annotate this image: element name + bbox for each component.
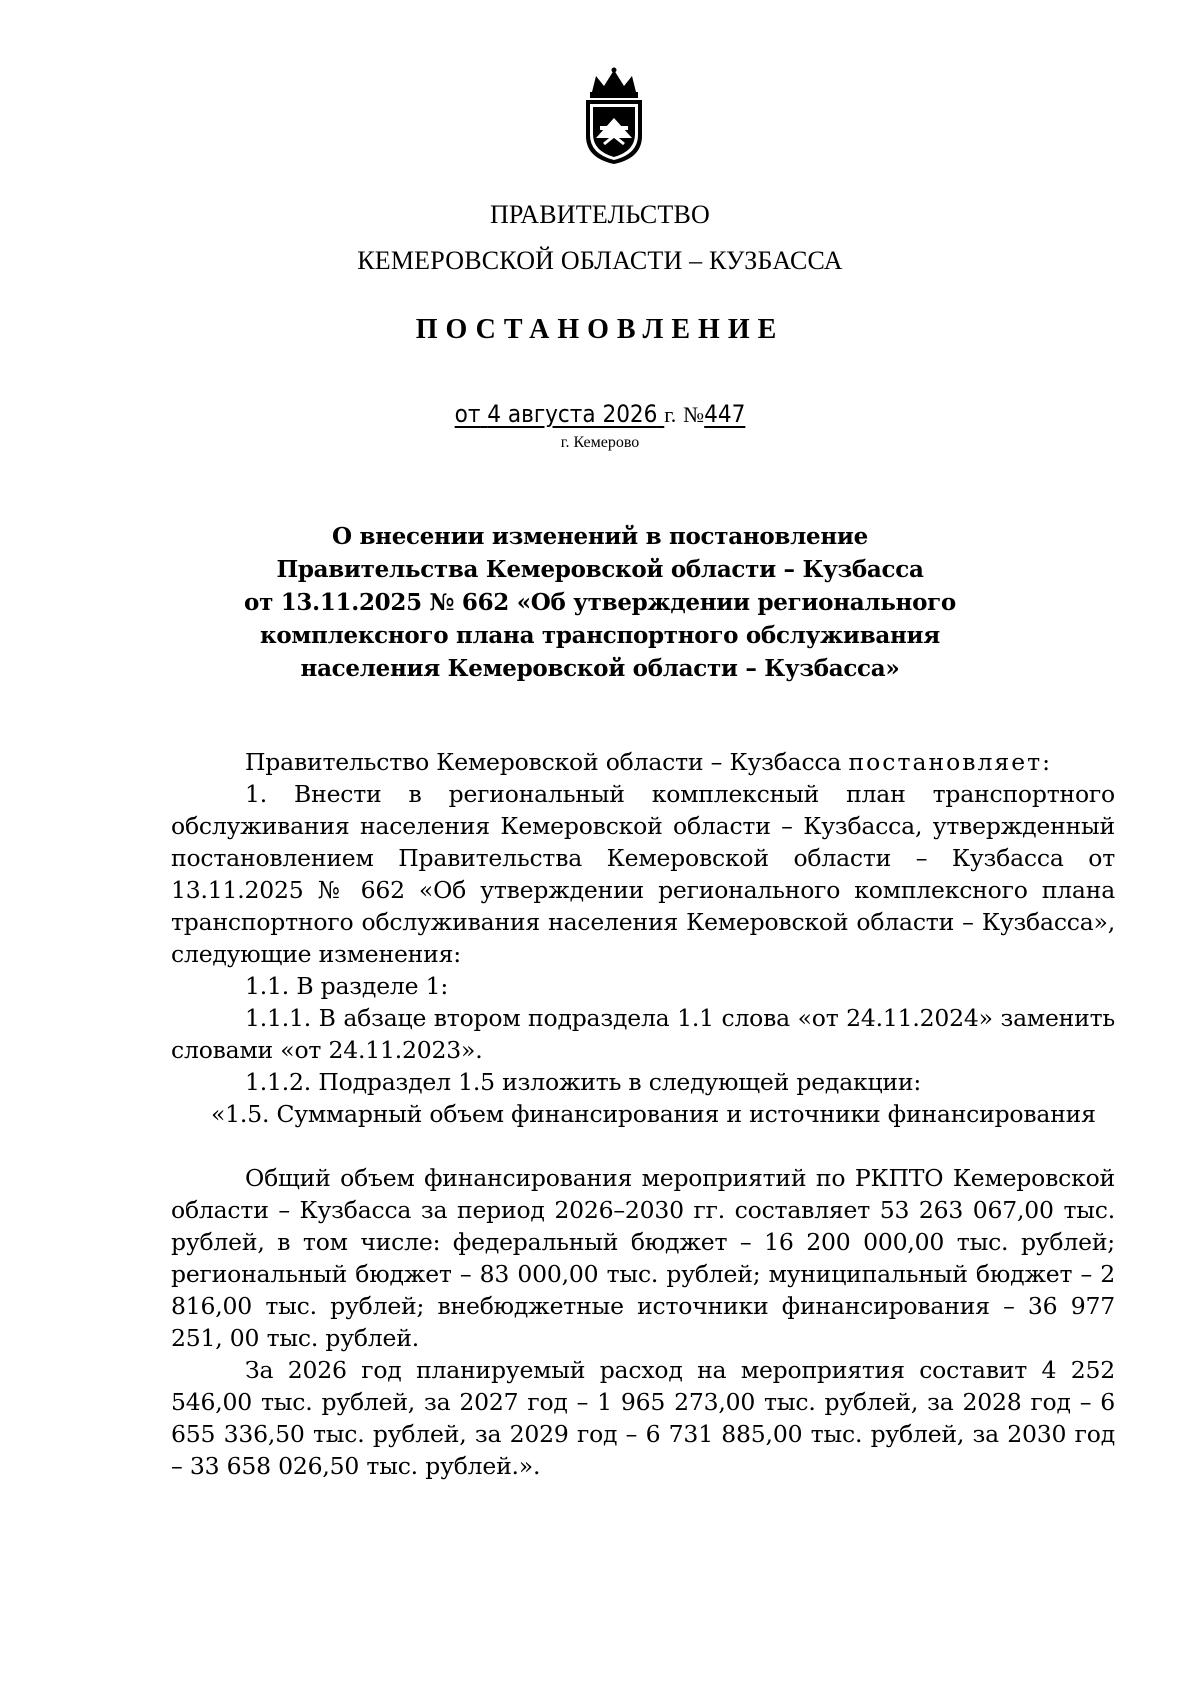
funding-total-paragraph: Общий объем финансирования мероприятий по РКПТО Кемеровской области – Кузбасса за период 2026–2030 гг. составляет 53 263 067,00 тыс. рублей, в том числе: федеральный бюджет – 16 200 000,00 тыс. рублей; региональный бюджет – 83 000,00 тыс. рублей; муниципальный бюджет – 2 816,00 тыс. рублей; внебюджетные источники финансирования – 36 977 251, 00 тыс. рублей. (171, 1164, 1115, 1352)
document-type-title: ПОСТАНОВЛЕНИЕ (415, 314, 785, 345)
year-suffix: г. (664, 402, 677, 427)
subject-line: комплексного плана транспортного обслуживания (260, 622, 940, 649)
paragraph-1-1: 1.1. В разделе 1: (245, 972, 449, 1000)
document-date: 4 августа 2026 (487, 400, 658, 428)
city: г. Кемерово (560, 434, 640, 451)
subject-line: от 13.11.2025 № 662 «Об утверждении регионального (244, 589, 956, 616)
subject-line: О внесении изменений в постановление (332, 523, 868, 550)
coat-of-arms-icon (578, 66, 650, 166)
decree-word: постановляет: (848, 748, 1053, 776)
subsection-1-5-heading: «1.5. Суммарный объем финансирования и источники финансирования (211, 1100, 1096, 1128)
intro-paragraph (171, 746, 1115, 778)
paragraph-1-1-2: 1.1.2. Подраздел 1.5 изложить в следующей редакции: (245, 1068, 922, 1096)
funding-by-year-paragraph: За 2026 год планируемый расход на мероприятия составит 4 252 546,00 тыс. рублей, за 2027 год – 1 965 273,00 тыс. рублей, за 2028 год – 6 655 336,50 тыс. рублей, за 2029 год – 6 731 885,00 тыс. рублей, за 2030 год – 33 658 026,50 тыс. рублей.». (171, 1356, 1115, 1480)
government-title-line2: КЕМЕРОВСКОЙ ОБЛАСТИ – КУЗБАССА (357, 246, 843, 275)
document-number: 447 (704, 400, 746, 428)
document-subject (200, 520, 1000, 685)
date-prefix: от (454, 400, 481, 428)
date-number-line (0, 400, 1200, 428)
document-body (171, 746, 1115, 1482)
paragraph-1: 1. Внести в региональный комплексный план транспортного обслуживания населения Кемеровской области – Кузбасса, утвержденный постановлением Правительства Кемеровской области – Кузбасса от 13.11.2025 № 662 «Об утверждении регионального комплексного плана транспортного обслуживания населения Кемеровской области – Кузбасса», следующие изменения: (171, 780, 1115, 968)
subject-line: населения Кемеровской области – Кузбасса» (300, 655, 900, 682)
government-title-line1: ПРАВИТЕЛЬСТВО (489, 200, 711, 229)
number-sign: № (683, 402, 705, 427)
paragraph-1-1-1: 1.1.1. В абзаце втором подраздела 1.1 слова «от 24.11.2024» заменить словами «от 24.11.2023». (171, 1004, 1115, 1064)
intro-text: Правительство Кемеровской области – Кузбасса (245, 748, 849, 776)
subject-line: Правительства Кемеровской области – Кузбасса (276, 556, 924, 583)
